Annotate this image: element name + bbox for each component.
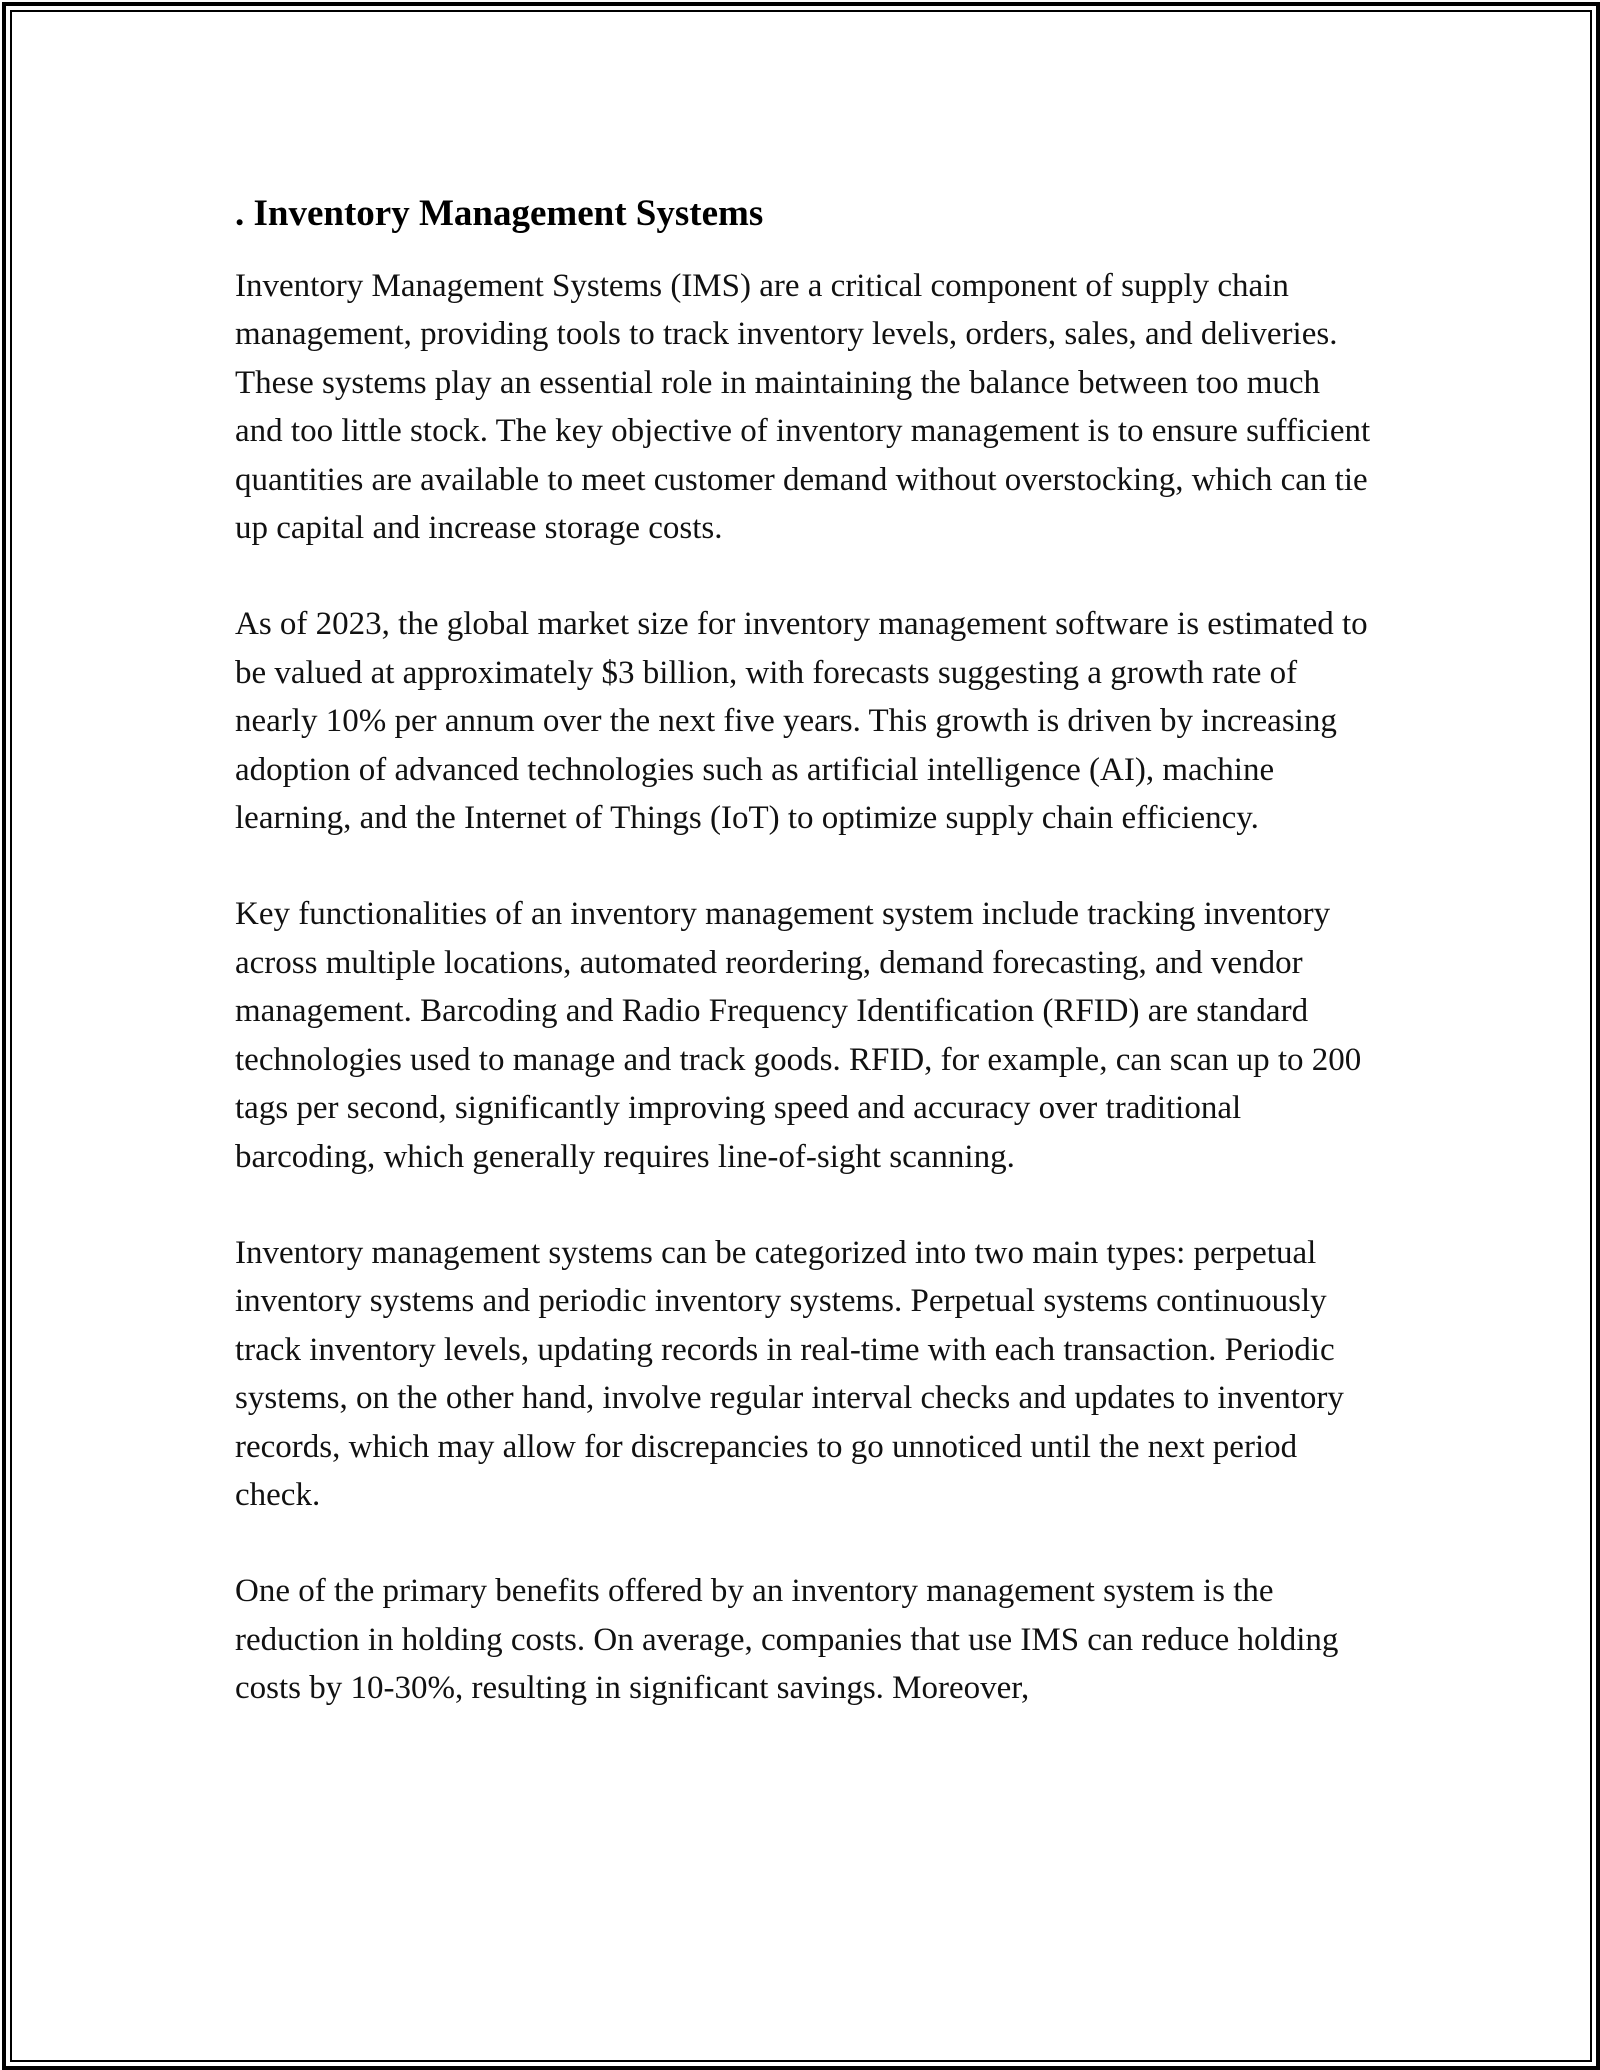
paragraph-key-functionalities: Key functionalities of an inventory management system include tracking inventory across multiple locations, automated reordering, demand forecasting, and vendor management. Barcoding and Radio Frequency Identification (RFID) are standard technologies used to manage and track goods. RFID, for example, can scan up to 200 tags per second, significantly improving speed and accuracy over traditional barcoding, which generally requires line-of-sight scanning. bbox=[235, 896, 1362, 1175]
paragraph-ims-overview: Inventory Management Systems (IMS) are a critical component of supply chain management, providing tools to track inventory levels, orders, sales, and deliveries. These systems play an essential role in maintaining the balance between too much and too little stock. The key objective of inventory management is to ensure sufficient quantities are available to meet customer demand without overstocking, which can tie up capital and increase storage costs. bbox=[235, 268, 1371, 547]
document-body bbox=[235, 186, 1375, 1713]
paragraph-market-size: As of 2023, the global market size for inventory management software is estimated to be valued at approximately $3 billion, with forecasts suggesting a growth rate of nearly 10% per annum over the next five years. This growth is driven by increasing adoption of advanced technologies such as artificial intelligence (AI), machine learning, and the Internet of Things (IoT) to optimize supply chain efficiency. bbox=[235, 606, 1368, 837]
paragraph-system-types: Inventory management systems can be categorized into two main types: perpetual inventory systems and periodic inventory systems. Perpetual systems continuously track inventory levels, updating records in real-time with each transaction. Periodic systems, on the other hand, involve regular interval checks and updates to inventory records, which may allow for discrepancies to go unnoticed until the next period check. bbox=[235, 1234, 1344, 1513]
paragraph-benefits: One of the primary benefits offered by an inventory management system is the reduction in holding costs. On average, companies that use IMS can reduce holding costs by 10-30%, resulting in significant savings. Moreover, bbox=[235, 1573, 1339, 1707]
section-title: . Inventory Management Systems bbox=[235, 193, 764, 234]
